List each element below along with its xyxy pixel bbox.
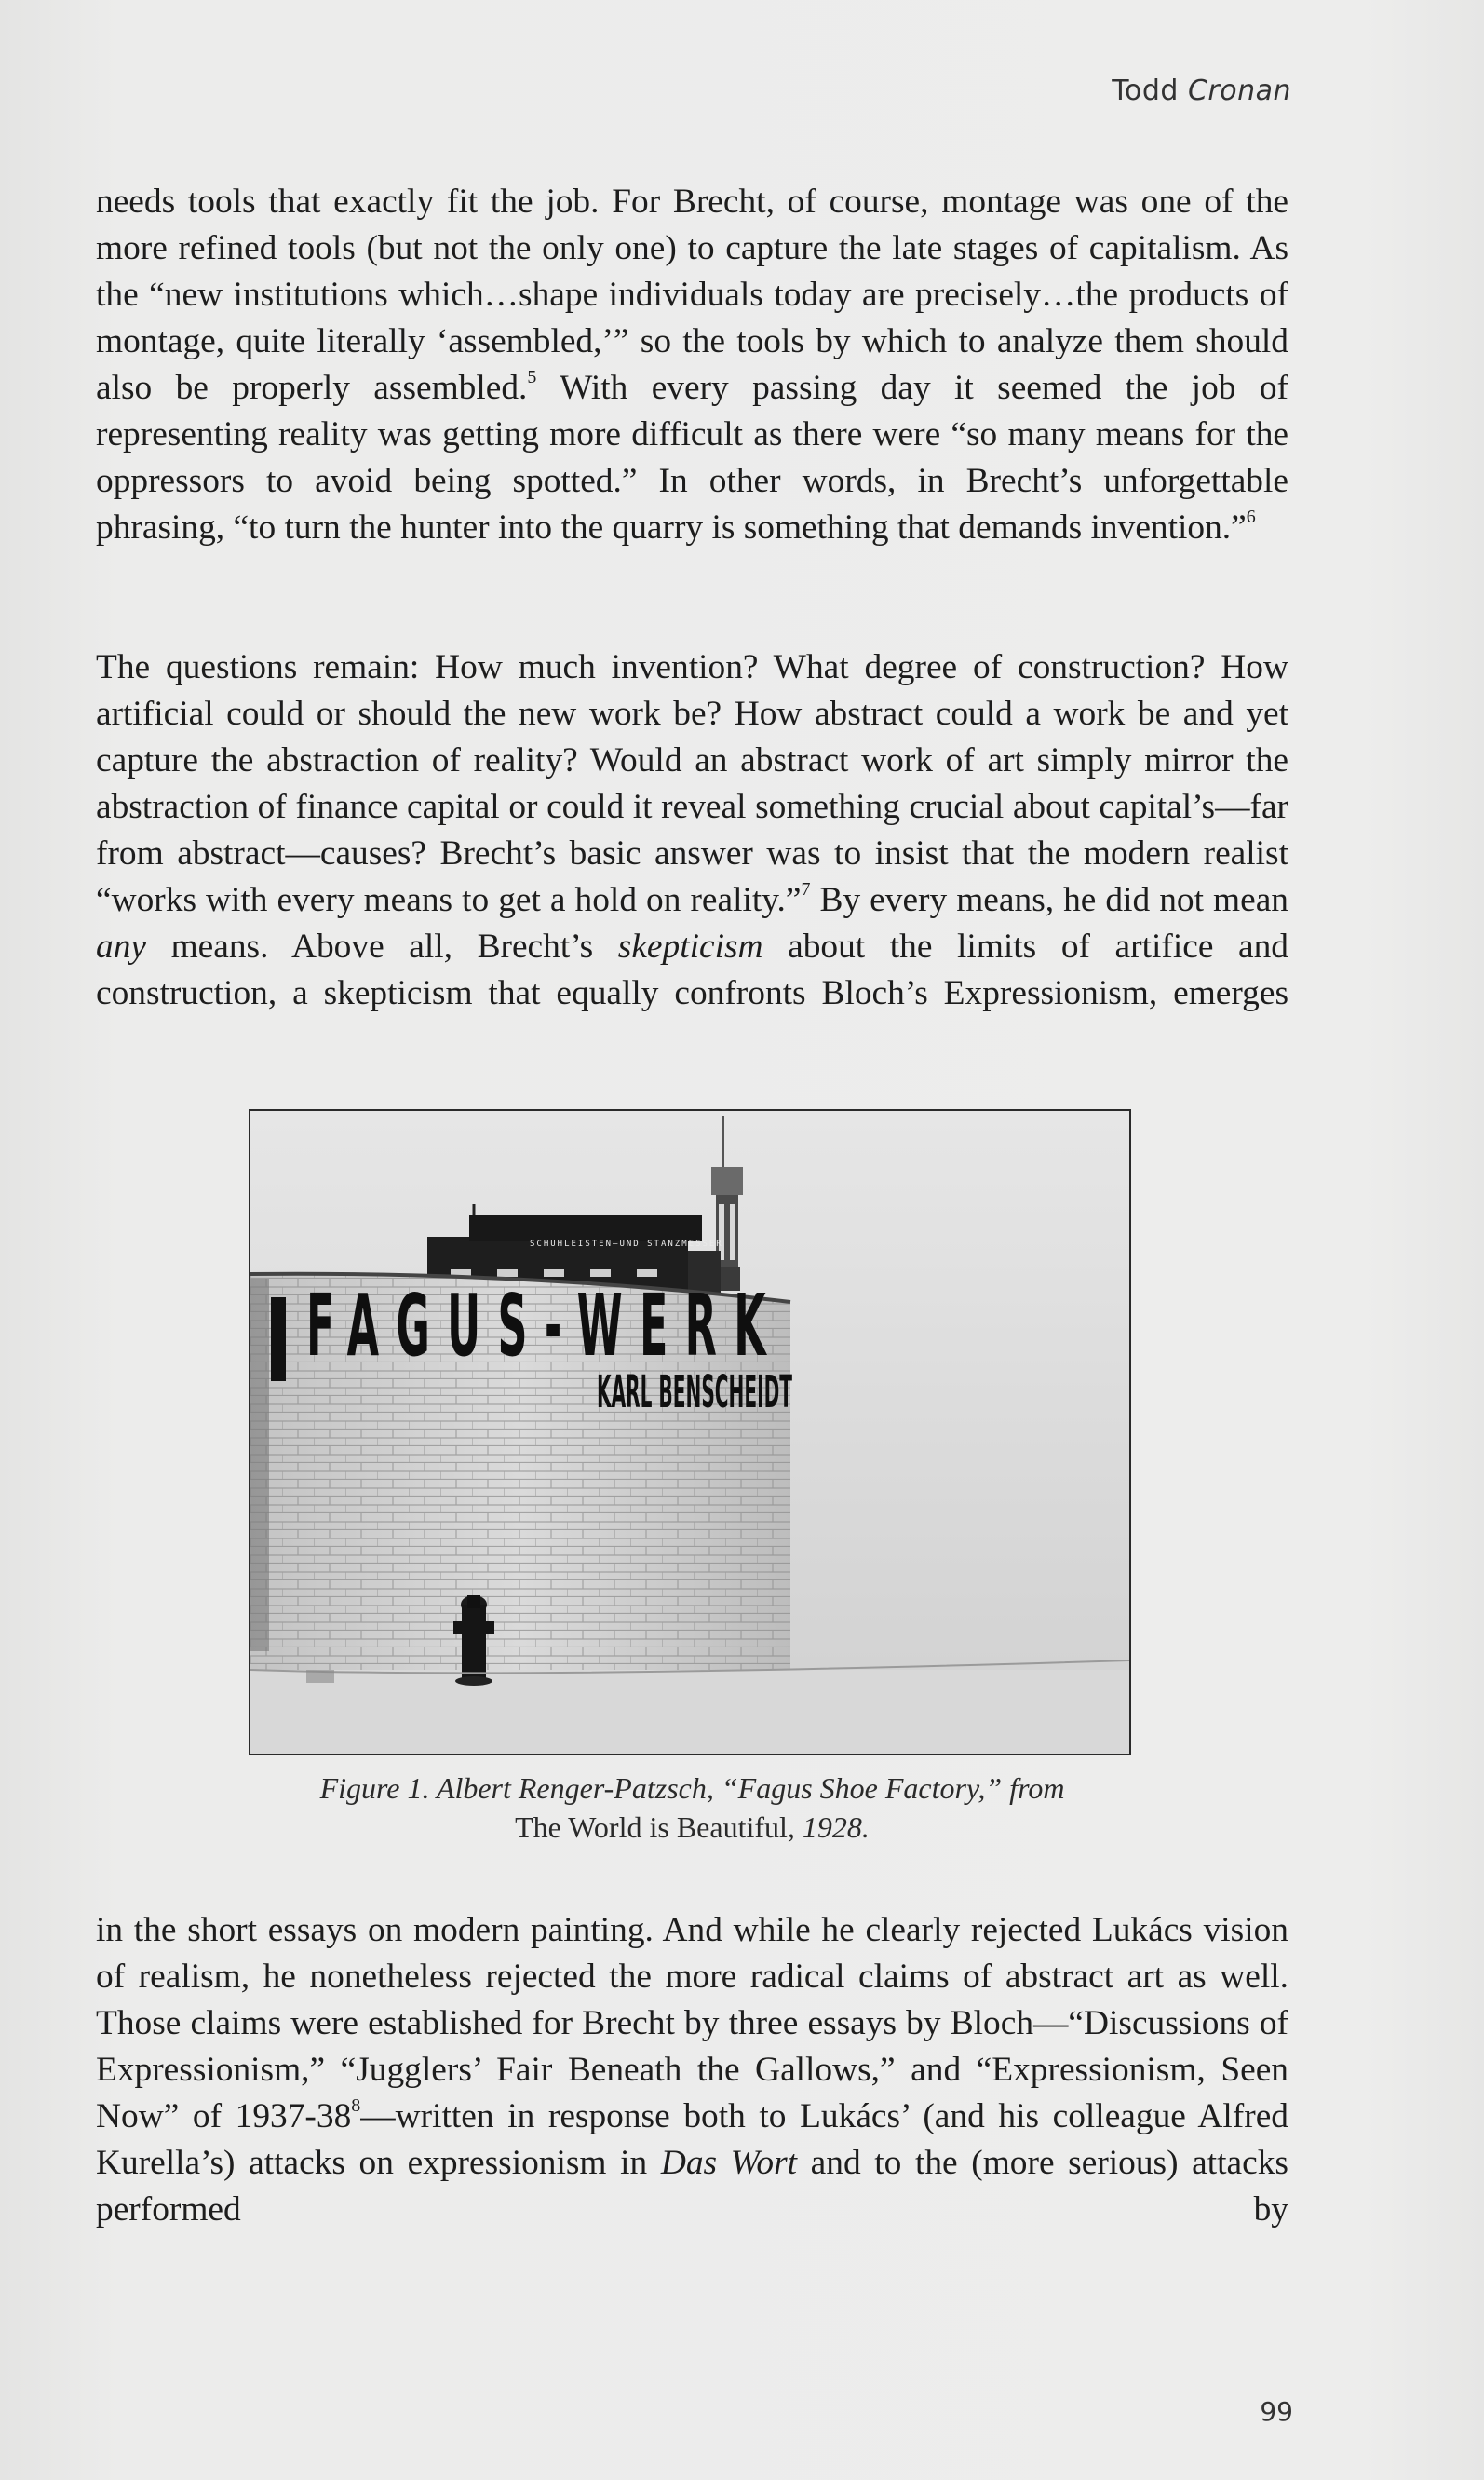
p1-text-a: needs tools that exactly fit the job. For Brecht, of course, montage was one of the more refined tools (but not the only one) to capture the late stages of capitalism. As the “new institutions which…shape individuals today are precisely…the products of montage, quite literally ‘assembled,’” so the tools by which to analyze them should also be properly assembled. xyxy=(96,183,1288,407)
wall-sign-main: FAGUS-WERK xyxy=(306,1276,783,1376)
figure-caption xyxy=(96,1769,1288,1847)
p2-text-c: means. Above all, Brecht’s xyxy=(146,928,618,966)
caption-line-2 xyxy=(96,1808,1288,1847)
paragraph-2 xyxy=(96,644,1288,1017)
p3-emphasis-das-wort: Das Wort xyxy=(660,2144,798,2182)
p2-text-a: The questions remain: How much invention? What degree of construction? How artificial could or should the new work be? How abstract could a work be and yet capture the abstraction of reality? Would an abstract work of art simply mirror the abstraction of finance capital or could it reveal something crucial about capital’s—far from abstract—causes? Brecht’s basic answer was to insist that the modern realist “works with every means to get a hold on reality.” xyxy=(96,648,1288,919)
paragraph-3 xyxy=(96,1907,1288,2233)
caption-year: , 1928. xyxy=(787,1810,870,1844)
p3-text-c: and to the (more serious) attacks performed by xyxy=(96,2144,1288,2229)
footnote-ref-8: 8 xyxy=(351,2094,361,2116)
p2-emphasis-any: any xyxy=(96,928,146,966)
roof-sign: SCHUHLEISTEN—UND STANZMESSER xyxy=(530,1240,723,1249)
caption-line-1: Figure 1. Albert Renger-Patzsch, “Fagus Shoe Factory,” from xyxy=(319,1771,1065,1805)
p2-text-d: about the limits of artifice and construction, a skepticism that equally confronts Bloch’s Expressionism, emerges xyxy=(96,928,1288,1012)
p1-text-b: With every passing day it seemed the job of representing reality was getting more difficult as there were “so many means for the oppressors to avoid being spotted.” In other words, in Brecht’s unforgettable phrasing, “to turn the hunter into the quarry is something that demands invention.” xyxy=(96,369,1288,547)
p3-text-b: —written in response both to Lukács’ (and his colleague Alfred Kurella’s) attacks on expressionism in xyxy=(96,2097,1288,2182)
paragraph-1 xyxy=(96,179,1288,551)
page-number: 99 xyxy=(1260,2396,1293,2427)
running-head-first: Todd xyxy=(1112,75,1179,107)
footnote-ref-6: 6 xyxy=(1246,506,1256,527)
caption-book-title: The World is Beautiful xyxy=(515,1810,788,1844)
figure-fagus-factory-photo xyxy=(249,1109,1131,1755)
p2-emphasis-skepticism: skepticism xyxy=(617,928,763,966)
wall-sign-sub: KARL BENSCHEIDT xyxy=(597,1366,793,1418)
p2-text-b: By every means, he did not mean xyxy=(810,881,1289,919)
footnote-ref-7: 7 xyxy=(801,878,811,900)
running-head-last: Cronan xyxy=(1187,75,1291,107)
footnote-ref-5: 5 xyxy=(527,366,537,387)
p3-text-a: in the short essays on modern painting. And while he clearly rejected Lukács vision of realism, he nonetheless rejected the more radical claims of abstract art as well. Those claims were established for Brecht by three essays by Bloch—“Discussions of Expressionism,” “Jugglers’ Fair Beneath the Gallows,” and “Expressionism, Seen Now” of 1937-38 xyxy=(96,1911,1288,2135)
running-head xyxy=(1112,75,1291,107)
